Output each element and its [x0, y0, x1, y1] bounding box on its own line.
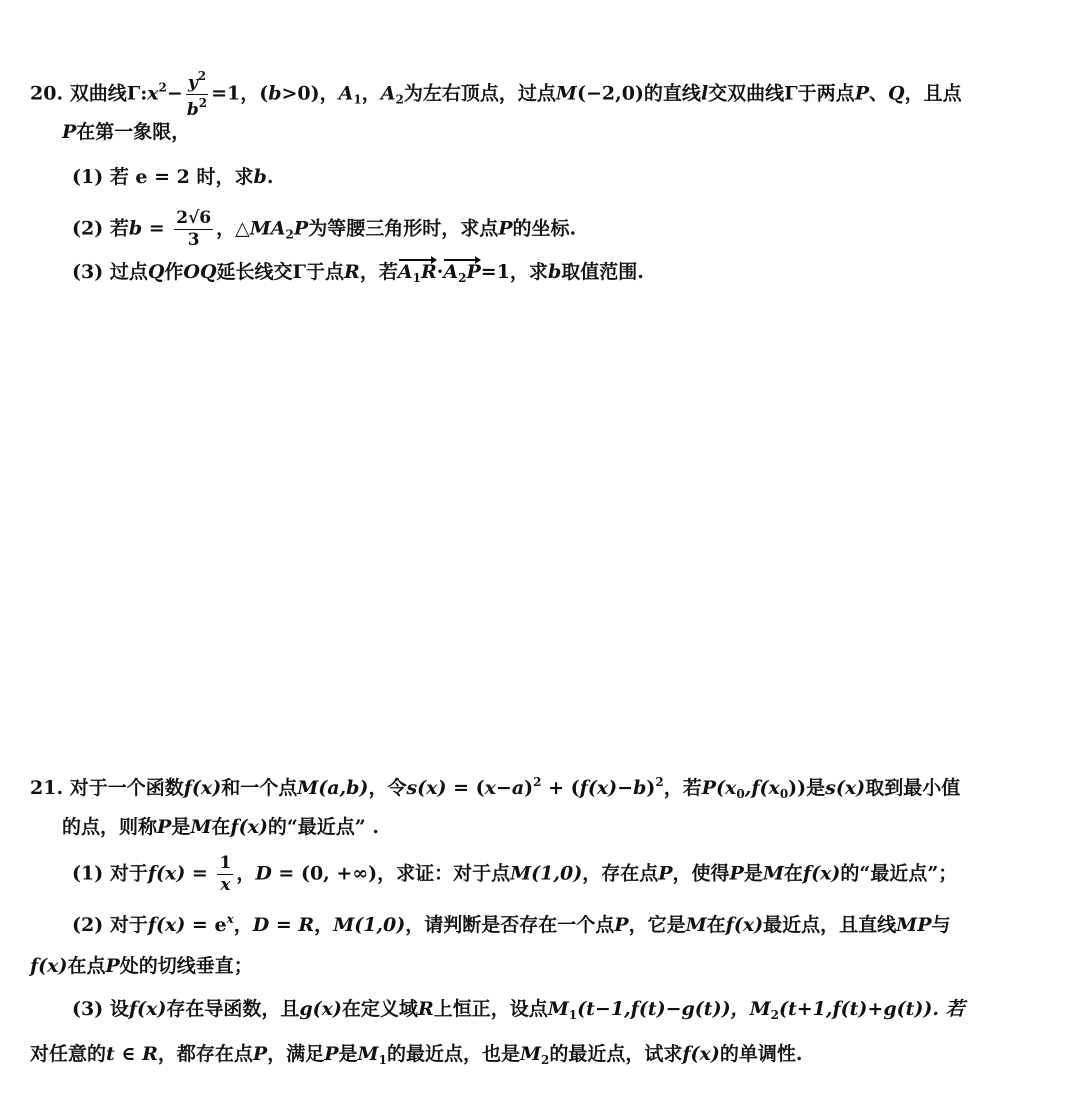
text: 的最近点，也是	[386, 1043, 520, 1065]
var-MA: MA	[249, 217, 286, 240]
text: ，	[361, 82, 381, 105]
func-fx: f(x)	[128, 998, 167, 1020]
exponent: 2	[198, 96, 208, 110]
text: 交双曲线	[708, 82, 785, 105]
text: (3) 过点	[72, 261, 148, 283]
text: >0)，	[281, 82, 339, 105]
text: 与	[931, 914, 951, 936]
var-A: A	[443, 261, 459, 283]
gamma: Γ	[784, 82, 798, 105]
var-P: P	[614, 914, 629, 936]
func-gx: g(x)	[299, 998, 342, 1020]
var-P: P	[324, 1043, 339, 1065]
text: ，都存在点	[157, 1043, 253, 1065]
var-P: P	[729, 862, 744, 885]
text: ，请判断是否存在一个点	[405, 914, 615, 936]
text: 在定义域	[341, 998, 418, 1020]
subscript: 2	[458, 271, 467, 285]
text: 在	[706, 914, 726, 936]
text: (1) 若 e = 2 时，求	[72, 166, 254, 188]
fraction-2sqrt6-3	[174, 210, 213, 249]
var-M: M	[519, 1043, 541, 1065]
denominator: x	[220, 875, 231, 895]
expr: (t+1,f(t)+g(t)). 若	[778, 998, 965, 1020]
subscript: 1	[353, 92, 362, 107]
text: ，若	[359, 261, 398, 283]
fraction-1-over-x	[217, 855, 233, 894]
text: (1) 对于	[72, 862, 148, 885]
expr: (t−1,f(t)−g(t))，	[577, 998, 750, 1020]
text: )	[646, 777, 656, 799]
var-M: M	[749, 998, 771, 1020]
text: 对于一个函数	[69, 777, 184, 799]
numerator: 2√6	[176, 208, 212, 228]
text: = e	[185, 914, 227, 936]
text: 是	[806, 777, 826, 799]
text: (2) 对于	[72, 914, 148, 936]
var-R: R	[417, 998, 434, 1020]
text: ，且点	[904, 82, 962, 105]
q20-part2	[72, 210, 576, 249]
q21-part2-line1	[72, 905, 951, 939]
gamma: Γ	[126, 82, 141, 105]
var-b: b	[128, 217, 143, 240]
text: ))	[788, 777, 807, 799]
text: 最近点，且直线	[763, 914, 897, 936]
func-fx: f(x)	[147, 862, 186, 885]
subscript: 2	[285, 227, 294, 242]
text: ，它是	[628, 914, 686, 936]
var-Q: Q	[888, 82, 905, 105]
func-fx: f(x)	[230, 816, 268, 838]
var-R: R	[298, 914, 315, 936]
func-fx: f(x)	[682, 1043, 720, 1065]
text: 是	[171, 816, 191, 838]
subscript: 2	[395, 92, 404, 107]
text: 、	[868, 82, 888, 105]
var-P: P	[466, 261, 481, 283]
text: 取值范围.	[561, 261, 644, 283]
var-R: R	[420, 261, 437, 283]
var-R: R	[344, 261, 360, 283]
var-OQ: OQ	[183, 261, 217, 283]
subscript: 1	[568, 1008, 578, 1022]
text: 在	[783, 862, 803, 885]
denominator: 3	[187, 230, 200, 250]
gamma: Γ	[292, 261, 307, 283]
text: 的“最近点” .	[267, 816, 379, 838]
text: (−2,0)	[576, 82, 644, 105]
text: 为等腰三角形时，求点	[308, 217, 499, 240]
var-P: P	[105, 955, 120, 977]
text: 在第一象限，	[76, 121, 191, 143]
func-fx: f(x)	[725, 914, 764, 936]
question-number: 20.	[30, 82, 64, 105]
text: 为左右顶点，过点	[403, 82, 556, 105]
var-y: y	[187, 73, 198, 93]
q21-part3-line2	[30, 1040, 802, 1074]
exponent: 2	[197, 69, 207, 83]
var-t: t	[106, 1043, 115, 1065]
text: =	[269, 914, 299, 936]
q20-part3	[72, 258, 644, 292]
q21-part3-line1	[72, 995, 965, 1029]
var-P: P	[157, 816, 172, 838]
var-M: M	[555, 82, 577, 105]
text: ，令	[368, 777, 407, 799]
text: =	[142, 217, 172, 240]
vector-A2P	[443, 258, 480, 292]
text: 对任意的	[30, 1043, 107, 1065]
subscript: 0	[736, 787, 745, 801]
subscript: 1	[378, 1053, 387, 1067]
var-M: M	[190, 816, 212, 838]
text: ，使得	[672, 862, 730, 885]
var-R: R	[142, 1043, 158, 1065]
text: 于点	[306, 261, 345, 283]
subscript: 1	[412, 271, 421, 285]
text: ，	[314, 914, 334, 936]
text: ，	[236, 862, 256, 885]
text: =1，(	[211, 82, 269, 105]
var-l: l	[700, 82, 709, 105]
text: 在点	[67, 955, 106, 977]
var-P: P	[658, 862, 673, 885]
q21-part2-line2	[30, 952, 253, 980]
text: )	[524, 777, 534, 799]
text: .	[266, 166, 274, 188]
text: 的“最近点”；	[840, 862, 958, 885]
fraction-y2-b2	[186, 70, 208, 119]
text: 作	[164, 261, 184, 283]
subscript: 2	[541, 1053, 550, 1067]
text: 的单调性.	[719, 1043, 803, 1065]
text: ，△	[216, 217, 250, 240]
point-M: M(1,0)	[333, 914, 406, 936]
var-M: M	[685, 914, 707, 936]
q20-part1	[72, 163, 273, 191]
numerator: 1	[219, 853, 232, 873]
exponent: 2	[655, 775, 664, 789]
exponent: 2	[158, 80, 167, 95]
text: 双曲线	[69, 82, 127, 105]
text: 的坐标.	[512, 217, 577, 240]
expr: x−a	[484, 777, 525, 799]
q20-stem-line2	[62, 118, 190, 146]
text: :	[140, 82, 148, 105]
text: 是	[743, 862, 763, 885]
var-P: P	[252, 1043, 268, 1065]
text: ，若	[663, 777, 702, 799]
var-D: D	[252, 914, 270, 936]
q21-stem-line2	[62, 813, 379, 841]
text: = (	[446, 777, 485, 799]
var-b: b	[268, 82, 282, 105]
subscript: 2	[770, 1008, 779, 1022]
var-P: P	[293, 217, 309, 240]
text: + (	[541, 777, 580, 799]
var-M: M	[762, 862, 784, 885]
func-sx: s(x)	[825, 777, 866, 799]
var-Q: Q	[147, 261, 165, 283]
text: 和一个点	[221, 777, 298, 799]
var-P: P	[498, 217, 513, 240]
minus: −	[166, 82, 183, 105]
text: ∈	[114, 1043, 143, 1065]
var-b: b	[186, 100, 199, 120]
text: 存在导函数，且	[166, 998, 300, 1020]
question-number: 21.	[30, 777, 64, 799]
text: = (0, +∞)，求证：对于点	[271, 862, 511, 885]
text: 处的切线垂直；	[119, 955, 253, 977]
exponent: x	[226, 912, 234, 926]
text: 在	[211, 816, 231, 838]
var-M: M	[547, 998, 569, 1020]
var-MP: MP	[896, 914, 932, 936]
point-M: M(1,0)	[510, 862, 583, 885]
text: =	[185, 862, 215, 885]
func-fx: f(x)	[30, 955, 68, 977]
func-fx: f(x)	[147, 914, 186, 936]
text: 延长线交	[216, 261, 293, 283]
text: 的点，则称	[62, 816, 158, 838]
q21-part1	[72, 855, 957, 894]
var-A: A	[338, 82, 354, 105]
var-x: x	[147, 82, 159, 105]
text: 是	[338, 1043, 358, 1065]
subscript: 0	[779, 787, 789, 801]
text: 的直线	[643, 82, 701, 105]
expr: f(x)−b	[579, 777, 647, 799]
text: (3) 设	[72, 998, 129, 1020]
q20-stem-line1	[30, 70, 962, 119]
expr: P(x	[701, 777, 737, 799]
q21-stem-line1	[30, 768, 960, 808]
text: ，	[233, 914, 253, 936]
var-P: P	[854, 82, 869, 105]
var-b: b	[253, 166, 267, 188]
func-fx: f(x)	[802, 862, 841, 885]
exponent: 2	[533, 775, 542, 789]
text: (2) 若	[72, 217, 129, 240]
text: 于两点	[797, 82, 855, 105]
text: ，存在点	[582, 862, 659, 885]
var-M: M	[357, 1043, 379, 1065]
dot-operator: ·	[436, 261, 444, 283]
var-A: A	[397, 261, 413, 283]
func-sx: s(x)	[406, 777, 447, 799]
text: 取到最小值	[865, 777, 961, 799]
text: 的最近点，试求	[549, 1043, 683, 1065]
var-b: b	[547, 261, 562, 283]
expr: ,f(x	[744, 777, 780, 799]
vector-A1R	[398, 258, 437, 292]
var-P: P	[62, 121, 77, 143]
var-A: A	[380, 82, 396, 105]
func-fx: f(x)	[183, 777, 222, 799]
text: ，满足	[267, 1043, 325, 1065]
text: 上恒正，设点	[433, 998, 548, 1020]
point-Mab: M(a,b)	[297, 777, 369, 799]
var-D: D	[255, 862, 272, 885]
text: =1，求	[480, 261, 548, 283]
